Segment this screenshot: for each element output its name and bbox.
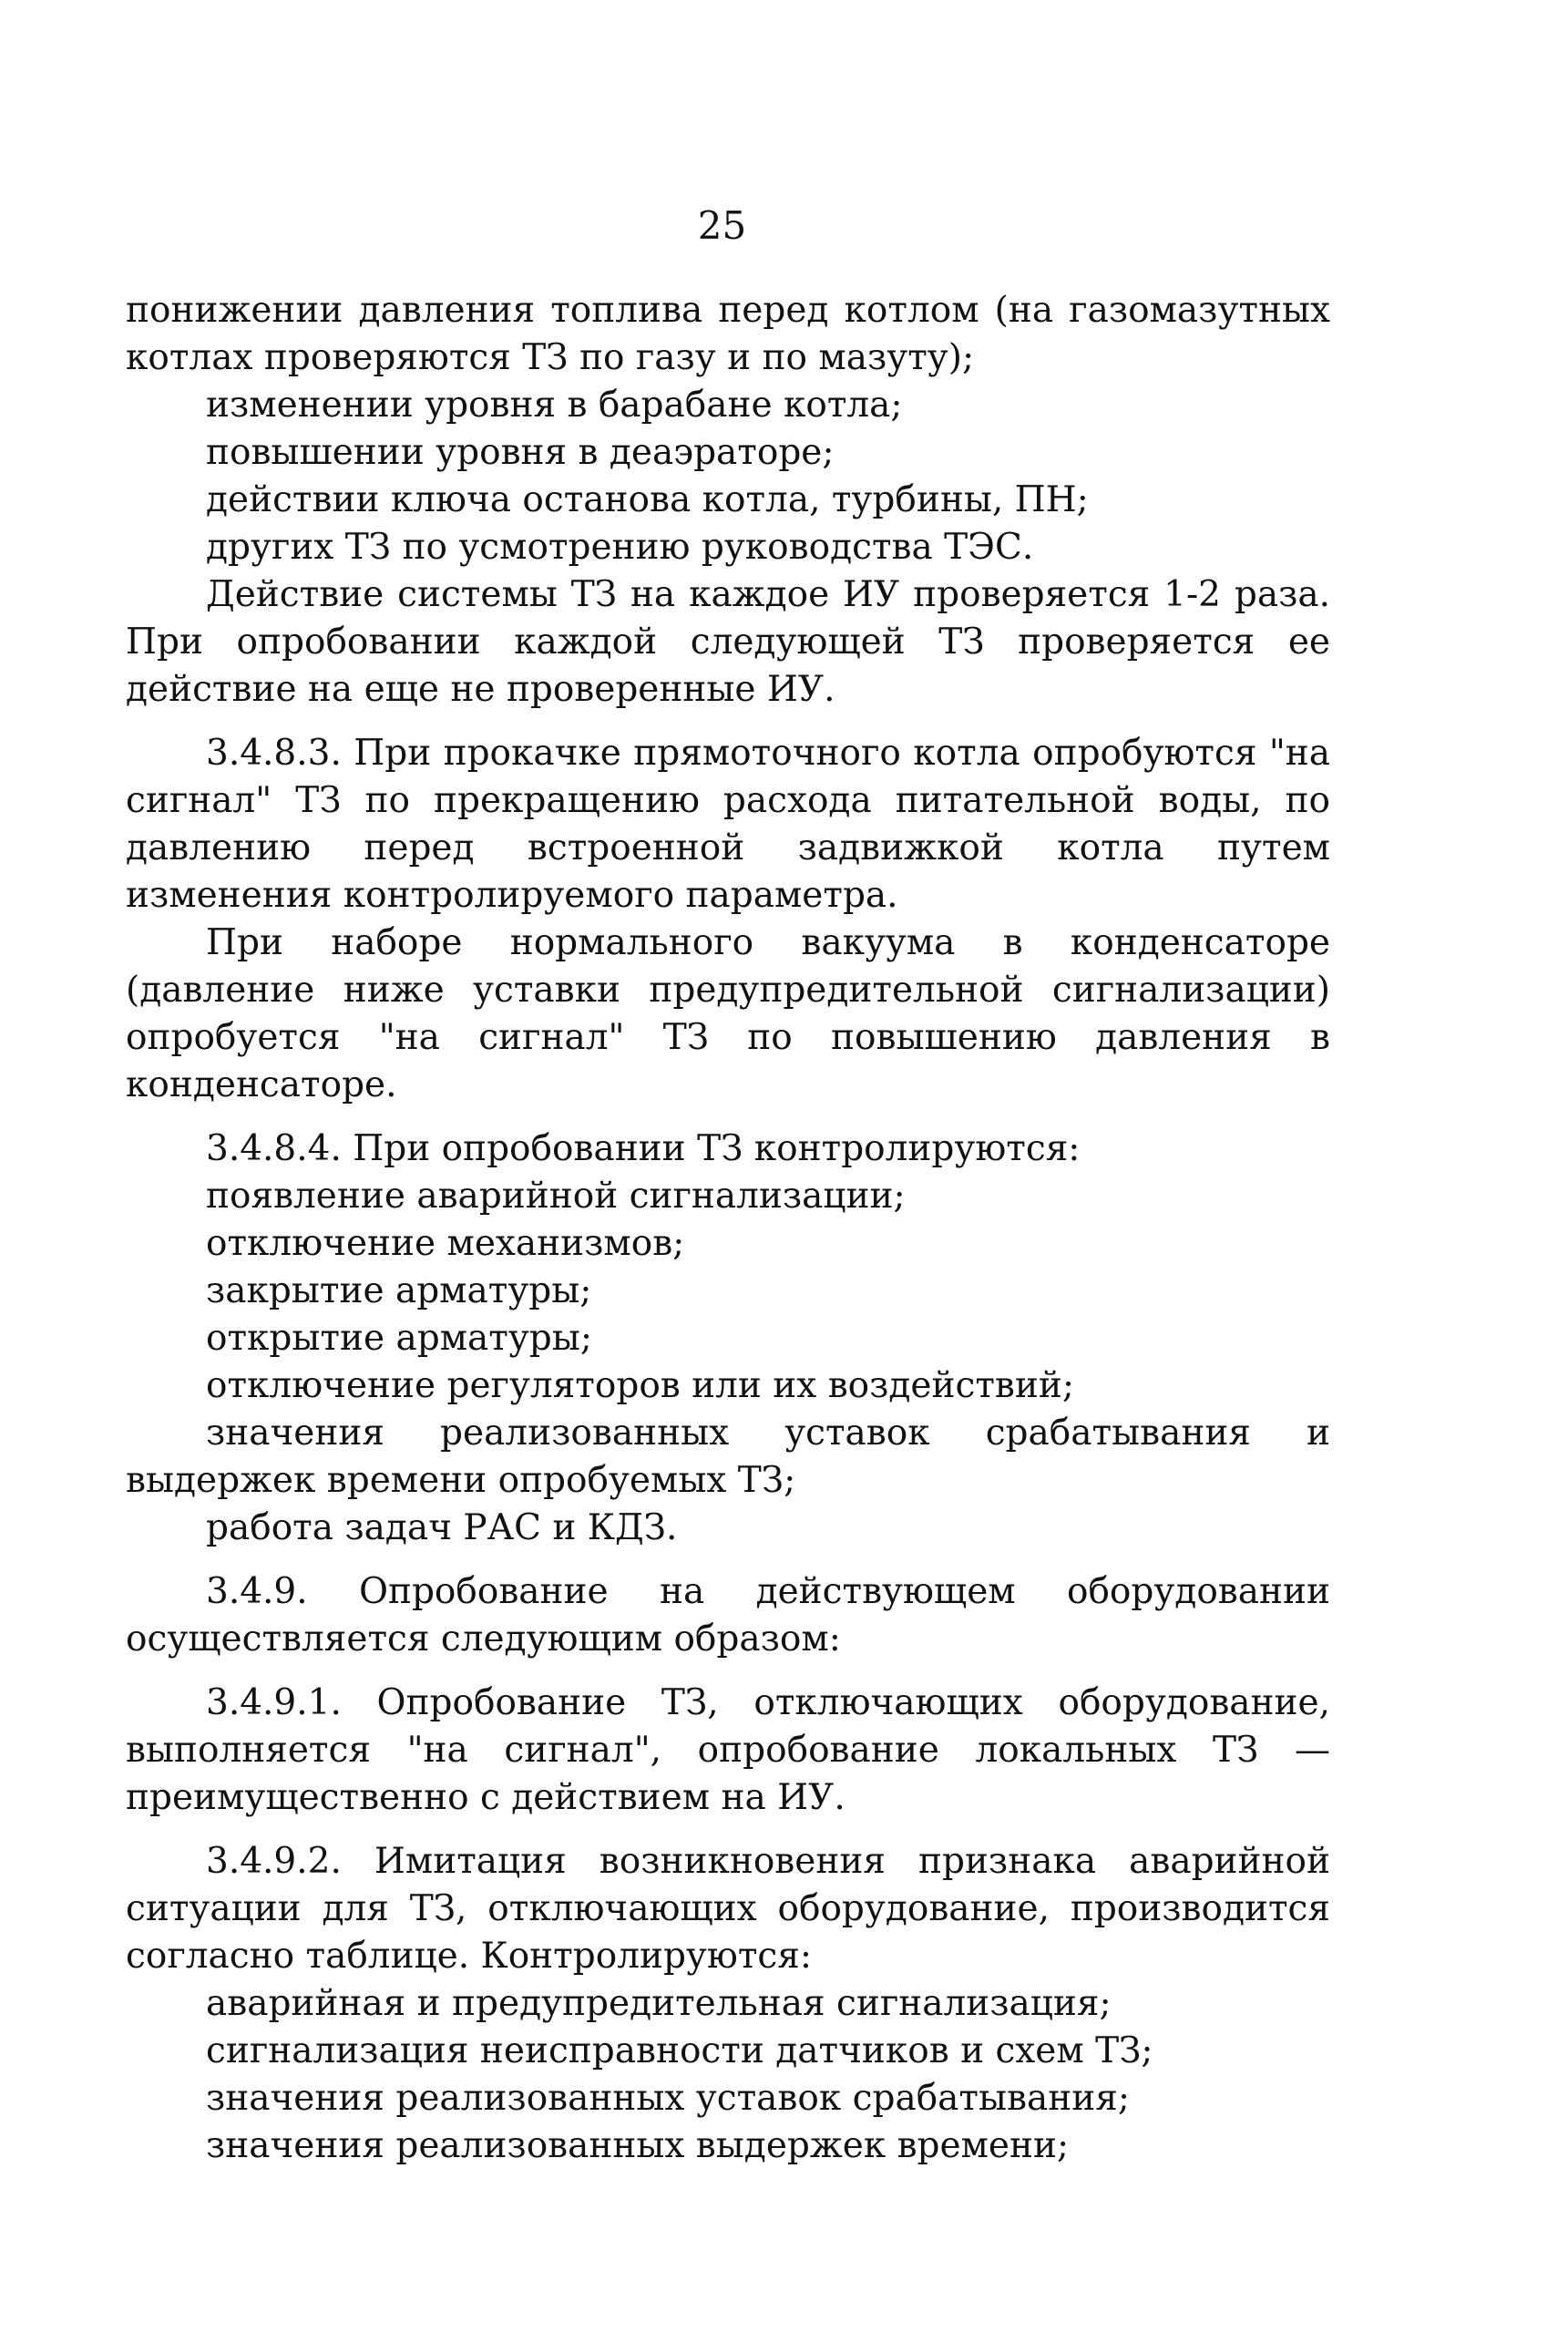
section-heading: 3.4.8.4. При опробовании ТЗ контролируются: [206,1128,1081,1169]
paragraph: 3.4.9.2. Имитация возникновения признака аварийной ситуации для ТЗ, отключающих оборудование, производится согласно таблице. Контролируются: [126,1841,1330,1977]
list-item: сигнализация неисправности датчиков и схем ТЗ; [206,2030,1153,2071]
list-item: появление аварийной сигнализации; [206,1176,906,1217]
list-item: работа задач РАС и КДЗ. [206,1507,678,1548]
list-item: открытие арматуры; [206,1318,592,1359]
list-item: отключение регуляторов или их воздействий; [206,1365,1074,1406]
paragraph: При наборе нормального вакуума в конденсаторе (давление ниже уставки предупредительной сигнализации) опробуется "на сигнал" ТЗ по повышению давления в конденсаторе. [126,922,1330,1105]
list-item: закрытие арматуры; [206,1270,592,1311]
list-item: действии ключа останова котла, турбины, ПН; [206,479,1089,520]
paragraph: 3.4.9. Опробование на действующем оборудовании осуществляется следующим образом: [126,1571,1330,1660]
list-item: аварийная и предупредительная сигнализация; [206,1983,1112,2024]
list-item: значения реализованных уставок срабатывания; [206,2078,1130,2119]
list-item: значения реализованных уставок срабатывания и выдержек времени опробуемых ТЗ; [126,1413,1330,1501]
list-item: повышении уровня в деаэраторе; [206,432,835,473]
paragraph: понижении давления топлива перед котлом (на газомазутных котлах проверяются ТЗ по газу и по мазуту); [126,290,1330,378]
list-item: значения реализованных выдержек времени; [206,2125,1070,2166]
list-item: других ТЗ по усмотрению руководства ТЭС. [206,527,1034,568]
list-item: изменении уровня в барабане котла; [206,385,903,426]
page-body [126,287,1330,2170]
paragraph: 3.4.8.3. При прокачке прямоточного котла опробуются "на сигнал" ТЗ по прекращению расхода питательной воды, по давлению перед встроенной задвижкой котла путем изменения контролируемого параметра. [126,733,1330,916]
page-number: 25 [697,203,747,248]
paragraph: 3.4.9.1. Опробование ТЗ, отключающих оборудование, выполняется "на сигнал", опробование локальных ТЗ — преимущественно с действием на ИУ. [126,1682,1330,1818]
paragraph: Действие системы ТЗ на каждое ИУ проверяется 1-2 раза. При опробовании каждой следующей ТЗ проверяется ее действие на еще не проверенные ИУ. [126,574,1330,710]
list-item: отключение механизмов; [206,1223,685,1264]
